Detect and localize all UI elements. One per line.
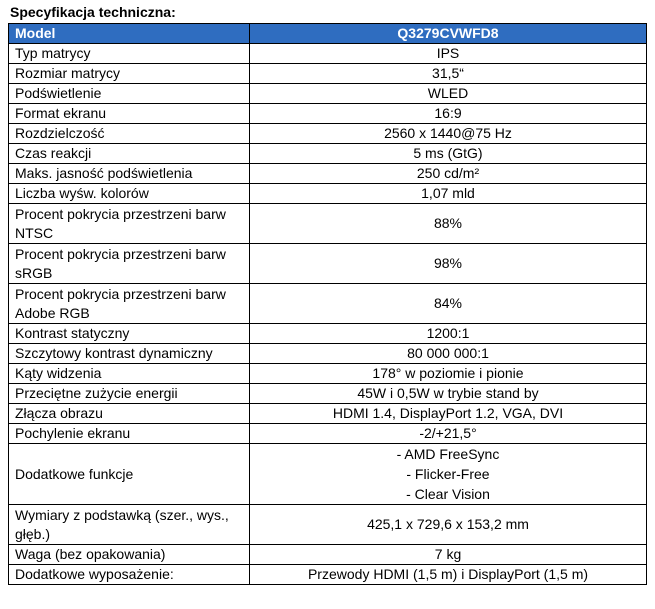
row-label: Kąty widzenia: [9, 364, 250, 384]
row-value: 5 ms (GtG): [250, 144, 647, 164]
row-value: HDMI 1.4, DisplayPort 1.2, VGA, DVI: [250, 404, 647, 424]
row-label: Wymiary z podstawką (szer., wys., głęb.): [9, 505, 250, 545]
row-label: Dodatkowe funkcje: [9, 444, 250, 505]
row-label: Dodatkowe wyposażenie:: [9, 565, 250, 585]
table-row: [9, 124, 647, 144]
row-label: Liczba wyśw. kolorów: [9, 184, 250, 204]
row-label: Procent pokrycia przestrzeni barw NTSC: [9, 204, 250, 244]
row-label: Przeciętne zużycie energii: [9, 384, 250, 404]
row-value: 250 cd/m²: [250, 164, 647, 184]
row-label: Rozmiar matrycy: [9, 64, 250, 84]
header-model-value: Q3279CVWFD8: [250, 24, 647, 44]
header-label: Model: [9, 24, 250, 44]
row-value: -2/+21,5°: [250, 424, 647, 444]
feature-item: - Flicker-Free: [406, 466, 490, 482]
row-value: 178° w poziomie i pionie: [250, 364, 647, 384]
row-value: 1,07 mld: [250, 184, 647, 204]
feature-item: - Clear Vision: [406, 486, 490, 502]
row-value: 45W i 0,5W w trybie stand by: [250, 384, 647, 404]
table-row: [9, 505, 647, 545]
row-label: Złącza obrazu: [9, 404, 250, 424]
table-row: [9, 144, 647, 164]
row-label: Szczytowy kontrast dynamiczny: [9, 344, 250, 364]
table-row: [9, 104, 647, 124]
table-row: [9, 565, 647, 585]
table-row: [9, 204, 647, 244]
row-label: Podświetlenie: [9, 84, 250, 104]
row-value: 425,1 x 729,6 x 153,2 mm: [250, 505, 647, 545]
row-value: 16:9: [250, 104, 647, 124]
table-row: [9, 64, 647, 84]
row-label: Procent pokrycia przestrzeni barw sRGB: [9, 244, 250, 284]
row-value: 31,5“: [250, 64, 647, 84]
table-row: [9, 364, 647, 384]
row-value: 84%: [250, 284, 647, 324]
table-row: [9, 244, 647, 284]
table-header-row: [9, 24, 647, 44]
table-row: [9, 184, 647, 204]
page-title: Specyfikacja techniczna:: [10, 4, 176, 20]
row-value: 80 000 000:1: [250, 344, 647, 364]
row-label: Maks. jasność podświetlenia: [9, 164, 250, 184]
table-row: [9, 384, 647, 404]
table-row: [9, 444, 647, 505]
table-row: [9, 424, 647, 444]
row-value: 88%: [250, 204, 647, 244]
table-row: [9, 164, 647, 184]
table-row: [9, 545, 647, 565]
row-value: WLED: [250, 84, 647, 104]
row-value-features: [250, 444, 647, 505]
row-value: 1200:1: [250, 324, 647, 344]
row-value: Przewody HDMI (1,5 m) i DisplayPort (1,5 m): [250, 565, 647, 585]
table-row: [9, 284, 647, 324]
row-label: Format ekranu: [9, 104, 250, 124]
row-label: Rozdzielczość: [9, 124, 250, 144]
table-row: [9, 44, 647, 64]
row-value: 2560 x 1440@75 Hz: [250, 124, 647, 144]
row-label: Typ matrycy: [9, 44, 250, 64]
row-label: Procent pokrycia przestrzeni barw Adobe RGB: [9, 284, 250, 324]
row-value: 7 kg: [250, 545, 647, 565]
spec-table: [8, 23, 647, 585]
row-label: Waga (bez opakowania): [9, 545, 250, 565]
table-row: [9, 344, 647, 364]
row-label: Pochylenie ekranu: [9, 424, 250, 444]
row-value: 98%: [250, 244, 647, 284]
row-label: Czas reakcji: [9, 144, 250, 164]
table-row: [9, 324, 647, 344]
row-value: IPS: [250, 44, 647, 64]
table-row: [9, 84, 647, 104]
table-row: [9, 404, 647, 424]
row-label: Kontrast statyczny: [9, 324, 250, 344]
feature-item: - AMD FreeSync: [396, 446, 500, 462]
